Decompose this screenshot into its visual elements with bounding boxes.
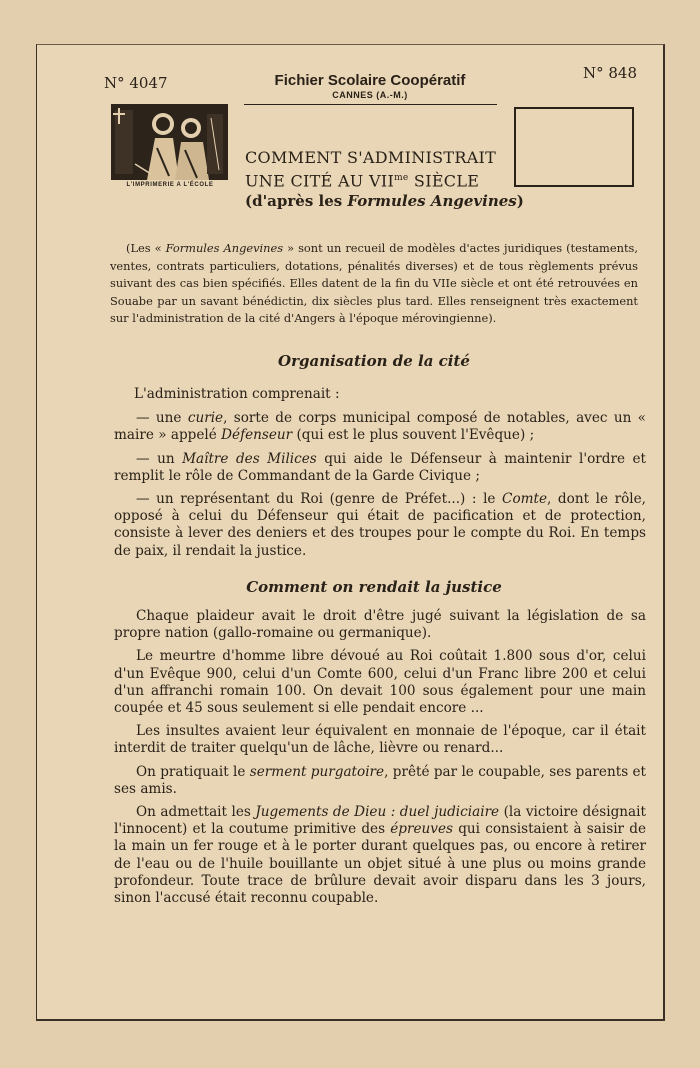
stamp-box (514, 107, 634, 187)
document-subtitle: (d'après les Formules Angevines) (245, 192, 524, 210)
publisher-city: CANNES (A.-M.) (332, 90, 408, 100)
section1-item-milices: — un Maître des Milices qui aide le Défenseur à maintenir l'ordre et remplit le rôle de Commandant de la Garde Civique ; (114, 450, 646, 484)
card-number-left: N° 4047 (104, 74, 168, 92)
section1-item-comte: — un représentant du Roi (genre de Préfet...) : le Comte, dont le rôle, opposé à celui du Défenseur qui était de pacification et de protection, consiste à lever des deniers et des troupes pour le compte du Roi. En temps de paix, il rendait la justice. (114, 491, 646, 559)
section-organisation-body (114, 386, 646, 566)
publisher-name: Fichier Scolaire Coopératif (274, 72, 466, 89)
section-heading-justice: Comment on rendait la justice (246, 578, 502, 596)
justice-paragraph-4: On pratiquait le serment purgatoire, prêté par le coupable, ses parents et ses amis. (114, 763, 647, 797)
woodcut-logo-icon (111, 104, 228, 180)
justice-paragraph-5: On admettait les Jugements de Dieu : duel judiciaire (la victoire désignait l'innocent) et la coutume primitive des épreuves qui consistaient à saisir de la main un fer rouge et à le porter durant quelques pas, ou encore à retirer de l'eau ou de l'huile bouillante un objet situé à une plus ou moins grande profondeur. Toute trace de brûlure devait avoir disparu dans les 3 jours, sinon l'accusé était reconnu coupable. (114, 804, 646, 907)
card-number-right: N° 848 (583, 64, 638, 82)
section-heading-organisation: Organisation de la cité (278, 352, 470, 370)
section1-item-curie: — une curie, sorte de corps municipal composé de notables, avec un « maire » appelé Défenseur (qui est le plus souvent l'Evêque) ; (114, 410, 646, 444)
intro-paragraph: (Les « Formules Angevines » sont un recueil de modèles d'actes juridiques (testaments, ventes, contrats particuliers, dotations, pénalités diverses) et de tous règlements prévus suivant des cas bien spécifiés. Elles datent de la fin du VIIe siècle et ont été retrouvées en Souabe par un savant bénédictin, dix siècles plus tard. Elles renseignent très exactement sur l'administration de la cité d'Angers à l'époque mérovingienne). (110, 241, 638, 325)
section-justice-body (114, 608, 646, 913)
section1-lead: L'administration comprenait : (134, 386, 340, 402)
logo-caption: L'IMPRIMERIE A L'ÉCOLE (126, 182, 214, 188)
header-rule (244, 104, 497, 105)
document-title (245, 148, 505, 191)
justice-paragraph-2: Le meurtre d'homme libre dévoué au Roi coûtait 1.800 sous d'or, celui d'un Evêque 900, celui d'un Comte 600, celui d'un Franc libre 200 et celui d'un affranchi romain 100. On devait 100 sous également pour une main coupée et 45 sous seulement si elle pendait encore ... (114, 648, 646, 717)
justice-paragraph-1: Chaque plaideur avait le droit d'être jugé suivant la législation de sa propre nation (gallo-romaine ou germanique). (114, 608, 646, 642)
title-line-2: UNE CITÉ AU $VII^{me}$ SIÈCLE (245, 171, 480, 191)
justice-paragraph-3: Les insultes avaient leur équivalent en monnaie de l'époque, car il était interdit de traiter quelqu'un de lâche, lièvre ou renard... (114, 723, 646, 757)
title-line-1: COMMENT S'ADMINISTRAIT (245, 148, 497, 167)
